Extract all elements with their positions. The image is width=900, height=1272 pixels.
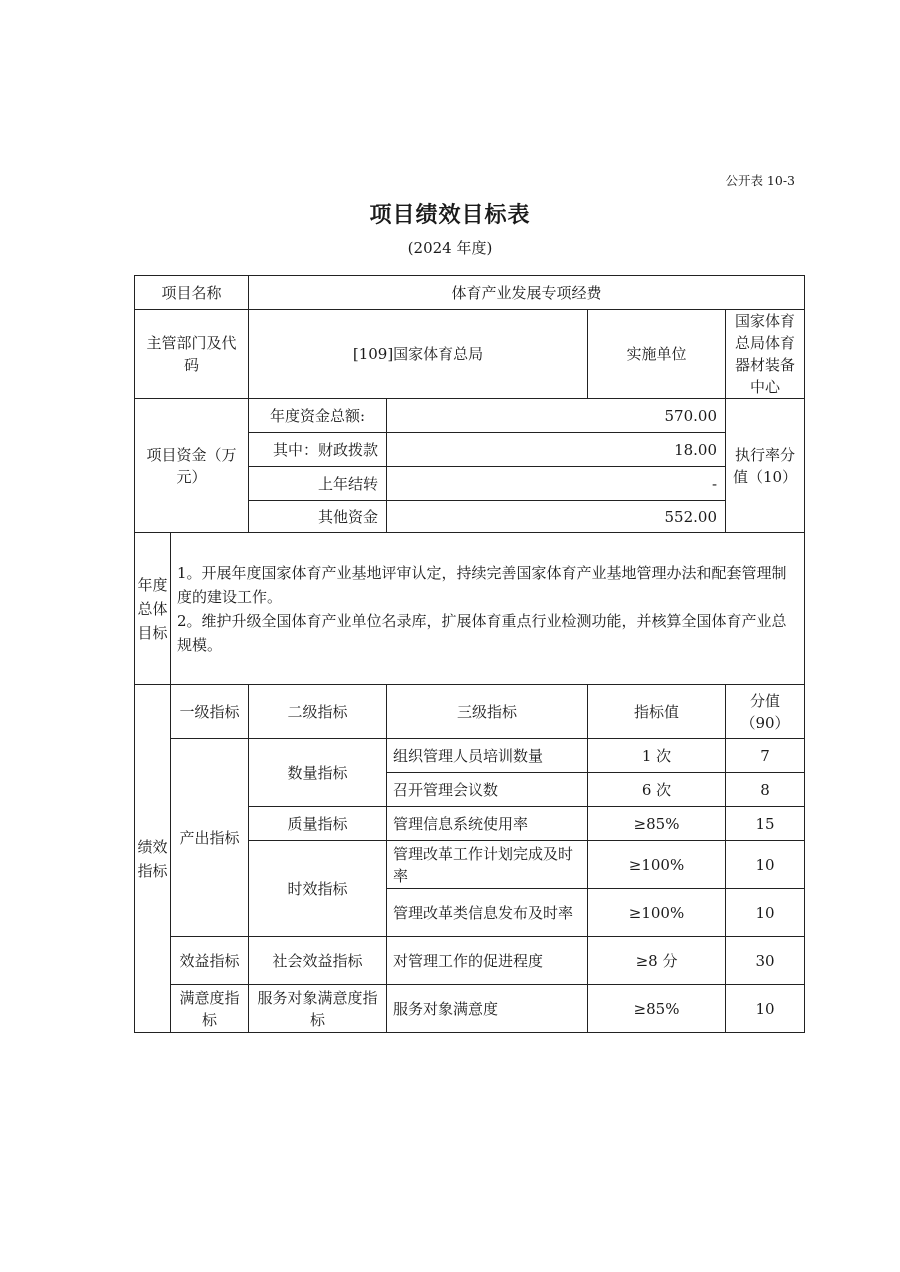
header-level2: 二级指标 <box>249 685 387 739</box>
indicator-score: 10 <box>726 841 805 889</box>
impl-value: 国家体育总局体育器材装备中心 <box>726 310 805 399</box>
indicator-score: 8 <box>726 773 805 807</box>
form-code: 公开表 10-3 <box>725 173 795 188</box>
funding-total-value: 570.00 <box>387 399 726 433</box>
table-row <box>135 937 805 985</box>
indicator-value: ≥100% <box>588 889 726 937</box>
page-title: 项目绩效目标表 <box>369 203 531 228</box>
goal-item: 2。维护升级全国体育产业单位名录库，扩展体育重点行业检测功能，并核算全国体育产业总规模。 <box>177 611 787 654</box>
quality-label: 质量指标 <box>249 807 387 841</box>
dept-value: [109]国家体育总局 <box>249 310 588 399</box>
indicator-score: 7 <box>726 739 805 773</box>
timeliness-label: 时效指标 <box>249 841 387 937</box>
social-label: 社会效益指标 <box>249 937 387 985</box>
project-name-value: 体育产业发展专项经费 <box>249 276 805 310</box>
service-label: 服务对象满意度指标 <box>249 985 387 1033</box>
indicator-name: 服务对象满意度 <box>387 985 588 1033</box>
indicators-label: 绩效指标 <box>135 685 171 1033</box>
table-row <box>135 739 805 773</box>
goals-content <box>171 533 805 685</box>
goals-label: 年度总体目标 <box>135 533 171 685</box>
project-name-label: 项目名称 <box>135 276 249 310</box>
satisfaction-label: 满意度指标 <box>171 985 249 1033</box>
indicator-name: 召开管理会议数 <box>387 773 588 807</box>
header-level1: 一级指标 <box>171 685 249 739</box>
indicator-value: ≥8 分 <box>588 937 726 985</box>
table-row <box>135 276 805 310</box>
funding-total-label: 年度资金总额: <box>249 399 387 433</box>
funding-other-label: 其他资金 <box>249 501 387 533</box>
performance-table <box>134 275 805 1033</box>
table-row <box>135 399 805 433</box>
funding-fiscal-label: 其中：财政拨款 <box>249 433 387 467</box>
indicator-value: 1 次 <box>588 739 726 773</box>
indicator-name: 管理改革工作计划完成及时率 <box>387 841 588 889</box>
table-row <box>135 685 805 739</box>
output-label: 产出指标 <box>171 739 249 937</box>
indicator-value: ≥85% <box>588 807 726 841</box>
funding-other-value: 552.00 <box>387 501 726 533</box>
quantity-label: 数量指标 <box>249 739 387 807</box>
exec-rate-label: 执行率分值（10） <box>726 399 805 533</box>
page-subtitle: (2024 年度) <box>407 239 493 257</box>
indicator-name: 管理信息系统使用率 <box>387 807 588 841</box>
dept-label: 主管部门及代码 <box>135 310 249 399</box>
indicator-score: 10 <box>726 985 805 1033</box>
header-level3: 三级指标 <box>387 685 588 739</box>
indicator-value: 6 次 <box>588 773 726 807</box>
indicator-score: 15 <box>726 807 805 841</box>
table-row <box>135 533 805 685</box>
funding-carry-value: - <box>387 467 726 501</box>
indicator-score: 30 <box>726 937 805 985</box>
header-score: 分值（90） <box>726 685 805 739</box>
funding-fiscal-value: 18.00 <box>387 433 726 467</box>
indicator-name: 管理改革类信息发布及时率 <box>387 889 588 937</box>
indicator-value: ≥85% <box>588 985 726 1033</box>
indicator-score: 10 <box>726 889 805 937</box>
indicator-name: 组织管理人员培训数量 <box>387 739 588 773</box>
indicator-name: 对管理工作的促进程度 <box>387 937 588 985</box>
impl-label: 实施单位 <box>588 310 726 399</box>
indicator-value: ≥100% <box>588 841 726 889</box>
goal-item: 1。开展年度国家体育产业基地评审认定，持续完善国家体育产业基地管理办法和配套管理制度的建设工作。 <box>177 563 787 606</box>
funding-label: 项目资金（万元） <box>135 399 249 533</box>
table-row <box>135 310 805 399</box>
funding-carry-label: 上年结转 <box>249 467 387 501</box>
header-value: 指标值 <box>588 685 726 739</box>
table-row <box>135 985 805 1033</box>
benefit-label: 效益指标 <box>171 937 249 985</box>
